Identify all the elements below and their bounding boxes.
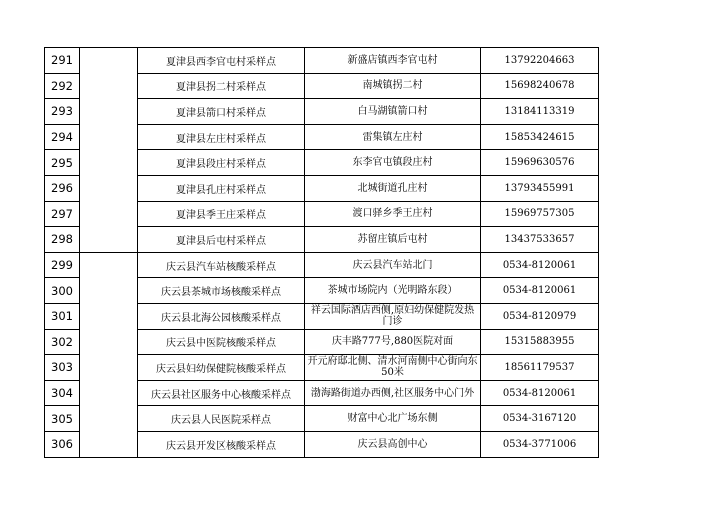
phone-text: 15698240678 — [504, 80, 575, 92]
site-address-text: 苏留庄镇后屯村 — [357, 233, 428, 245]
site-name-text: 夏津县左庄村采样点 — [176, 133, 266, 145]
site-address-cell — [305, 431, 481, 457]
site-address-text: 开元府邸北侧、清水河南侧中心街向东50米 — [307, 356, 478, 379]
blank-cell — [80, 175, 138, 201]
phone-cell — [481, 73, 599, 99]
row-number-cell — [45, 406, 80, 432]
site-address-text: 茶城市场院内（光明路东段） — [327, 285, 458, 297]
row-number-cell — [45, 278, 80, 304]
table-row — [45, 355, 599, 381]
phone-cell — [481, 406, 599, 432]
site-address-text: 北城街道孔庄村 — [357, 182, 428, 194]
blank-cell — [80, 303, 138, 329]
site-name-cell — [138, 380, 305, 406]
row-number-text: 299 — [51, 258, 73, 273]
site-address-text: 庆云县汽车站北门 — [352, 259, 433, 271]
site-address-cell — [305, 99, 481, 125]
site-name-text: 夏津县后屯村采样点 — [176, 235, 266, 247]
sampling-site-table-container — [44, 47, 599, 458]
phone-cell — [481, 150, 599, 176]
phone-cell — [481, 227, 599, 253]
blank-cell — [80, 73, 138, 99]
site-name-text: 庆云县北海公园核酸采样点 — [161, 312, 281, 324]
table-row — [45, 201, 599, 227]
site-name-cell — [138, 303, 305, 329]
row-number-cell — [45, 48, 80, 74]
phone-cell — [481, 431, 599, 457]
site-address-cell — [305, 175, 481, 201]
phone-text: 15853424615 — [504, 131, 575, 143]
site-address-text: 渡口驿乡季王庄村 — [352, 208, 433, 220]
row-number-text: 293 — [51, 104, 73, 119]
blank-cell — [80, 431, 138, 457]
site-name-text: 庆云县汽车站核酸采样点 — [166, 261, 276, 273]
site-address-cell — [305, 380, 481, 406]
table-row — [45, 124, 599, 150]
row-number-text: 301 — [51, 309, 73, 324]
row-number-cell — [45, 201, 80, 227]
blank-cell — [80, 150, 138, 176]
site-name-cell — [138, 329, 305, 355]
site-name-text: 庆云县社区服务中心核酸采样点 — [151, 389, 291, 401]
sampling-site-table — [44, 47, 599, 458]
row-number-cell — [45, 329, 80, 355]
table-row — [45, 175, 599, 201]
phone-text: 0534-8120979 — [502, 310, 577, 322]
phone-text: 15315883955 — [504, 336, 575, 348]
site-name-text: 夏津县段庄村采样点 — [176, 159, 266, 171]
blank-cell — [80, 355, 138, 381]
row-number-cell — [45, 150, 80, 176]
site-address-text: 庆丰路777号,880医院对面 — [331, 336, 454, 348]
row-number-text: 306 — [51, 437, 73, 452]
phone-text: 0534-8120061 — [502, 259, 577, 271]
site-address-text: 渤海路街道办西侧,社区服务中心门外 — [310, 387, 475, 399]
row-number-text: 297 — [51, 206, 73, 221]
row-number-cell — [45, 99, 80, 125]
table-row — [45, 227, 599, 253]
table-body — [45, 48, 599, 458]
row-number-text: 294 — [51, 130, 73, 145]
phone-text: 13437533657 — [504, 233, 575, 245]
site-name-cell — [138, 150, 305, 176]
site-address-text: 雷集镇左庄村 — [362, 131, 423, 143]
site-name-cell — [138, 406, 305, 432]
phone-text: 15969630576 — [504, 157, 575, 169]
row-number-cell — [45, 303, 80, 329]
site-address-cell — [305, 150, 481, 176]
site-address-cell — [305, 406, 481, 432]
site-name-cell — [138, 278, 305, 304]
site-name-cell — [138, 124, 305, 150]
row-number-text: 300 — [51, 283, 73, 298]
blank-cell — [80, 99, 138, 125]
site-name-cell — [138, 252, 305, 278]
phone-text: 0534-8120061 — [502, 285, 577, 297]
site-address-cell — [305, 48, 481, 74]
site-name-text: 庆云县中医院核酸采样点 — [166, 338, 276, 350]
row-number-text: 304 — [51, 386, 73, 401]
blank-cell — [80, 227, 138, 253]
blank-cell — [80, 124, 138, 150]
site-name-cell — [138, 48, 305, 74]
phone-text: 18561179537 — [504, 361, 575, 373]
site-name-cell — [138, 431, 305, 457]
table-row — [45, 99, 599, 125]
phone-text: 0534-3167120 — [502, 413, 577, 425]
site-address-cell — [305, 73, 481, 99]
site-address-text: 南城镇拐二村 — [362, 80, 423, 92]
phone-cell — [481, 48, 599, 74]
site-address-cell — [305, 201, 481, 227]
row-number-cell — [45, 431, 80, 457]
site-address-cell — [305, 227, 481, 253]
site-address-cell — [305, 124, 481, 150]
phone-cell — [481, 201, 599, 227]
site-name-text: 庆云县妇幼保健院核酸采样点 — [156, 363, 286, 375]
site-name-cell — [138, 201, 305, 227]
row-number-cell — [45, 355, 80, 381]
site-address-cell — [305, 303, 481, 329]
phone-cell — [481, 278, 599, 304]
blank-cell — [80, 48, 138, 74]
site-name-cell — [138, 73, 305, 99]
phone-text: 15969757305 — [504, 208, 575, 220]
site-name-text: 夏津县西李官屯村采样点 — [166, 56, 276, 68]
phone-text: 13184113319 — [504, 105, 575, 117]
site-name-text: 夏津县箭口村采样点 — [176, 107, 266, 119]
blank-cell — [80, 329, 138, 355]
site-address-text: 新盛店镇西李官屯村 — [347, 54, 438, 66]
site-address-text: 东李官屯镇段庄村 — [352, 157, 433, 169]
phone-cell — [481, 380, 599, 406]
phone-cell — [481, 252, 599, 278]
row-number-text: 303 — [51, 360, 73, 375]
site-address-text: 祥云国际酒店西侧,原妇幼保健院发热门诊 — [310, 305, 475, 328]
site-address-text: 庆云县高创中心 — [357, 438, 428, 450]
table-row — [45, 73, 599, 99]
blank-cell — [80, 406, 138, 432]
row-number-cell — [45, 380, 80, 406]
site-name-text: 夏津县拐二村采样点 — [176, 82, 266, 94]
row-number-text: 292 — [51, 78, 73, 93]
table-row — [45, 431, 599, 457]
phone-text: 0534-3771006 — [502, 438, 577, 450]
row-number-text: 295 — [51, 155, 73, 170]
site-address-cell — [305, 355, 481, 381]
row-number-text: 296 — [51, 181, 73, 196]
site-name-cell — [138, 175, 305, 201]
site-name-cell — [138, 99, 305, 125]
table-row — [45, 329, 599, 355]
table-row — [45, 303, 599, 329]
row-number-text: 298 — [51, 232, 73, 247]
phone-cell — [481, 355, 599, 381]
row-number-cell — [45, 73, 80, 99]
site-name-text: 庆云县开发区核酸采样点 — [166, 440, 276, 452]
row-number-cell — [45, 227, 80, 253]
blank-cell — [80, 201, 138, 227]
site-name-text: 庆云县人民医院采样点 — [171, 415, 271, 427]
site-address-text: 白马湖镇箭口村 — [357, 105, 428, 117]
row-number-text: 302 — [51, 334, 73, 349]
site-name-cell — [138, 355, 305, 381]
site-address-cell — [305, 252, 481, 278]
phone-text: 13792204663 — [504, 54, 575, 66]
row-number-cell — [45, 124, 80, 150]
row-number-cell — [45, 175, 80, 201]
blank-cell — [80, 278, 138, 304]
site-address-cell — [305, 278, 481, 304]
blank-cell — [80, 380, 138, 406]
site-name-text: 庆云县茶城市场核酸采样点 — [161, 287, 281, 299]
site-name-text: 夏津县季王庄采样点 — [176, 210, 266, 222]
phone-text: 0534-8120061 — [502, 387, 577, 399]
row-number-cell — [45, 252, 80, 278]
table-row — [45, 150, 599, 176]
phone-cell — [481, 303, 599, 329]
site-address-cell — [305, 329, 481, 355]
table-row — [45, 48, 599, 74]
phone-cell — [481, 175, 599, 201]
row-number-text: 305 — [51, 411, 73, 426]
blank-cell — [80, 252, 138, 278]
phone-cell — [481, 329, 599, 355]
table-row — [45, 278, 599, 304]
phone-text: 13793455991 — [504, 182, 575, 194]
site-name-cell — [138, 227, 305, 253]
phone-cell — [481, 99, 599, 125]
site-address-text: 财富中心北广场东侧 — [347, 413, 438, 425]
table-row — [45, 252, 599, 278]
table-row — [45, 406, 599, 432]
phone-cell — [481, 124, 599, 150]
row-number-text: 291 — [51, 53, 73, 68]
site-name-text: 夏津县孔庄村采样点 — [176, 184, 266, 196]
table-row — [45, 380, 599, 406]
